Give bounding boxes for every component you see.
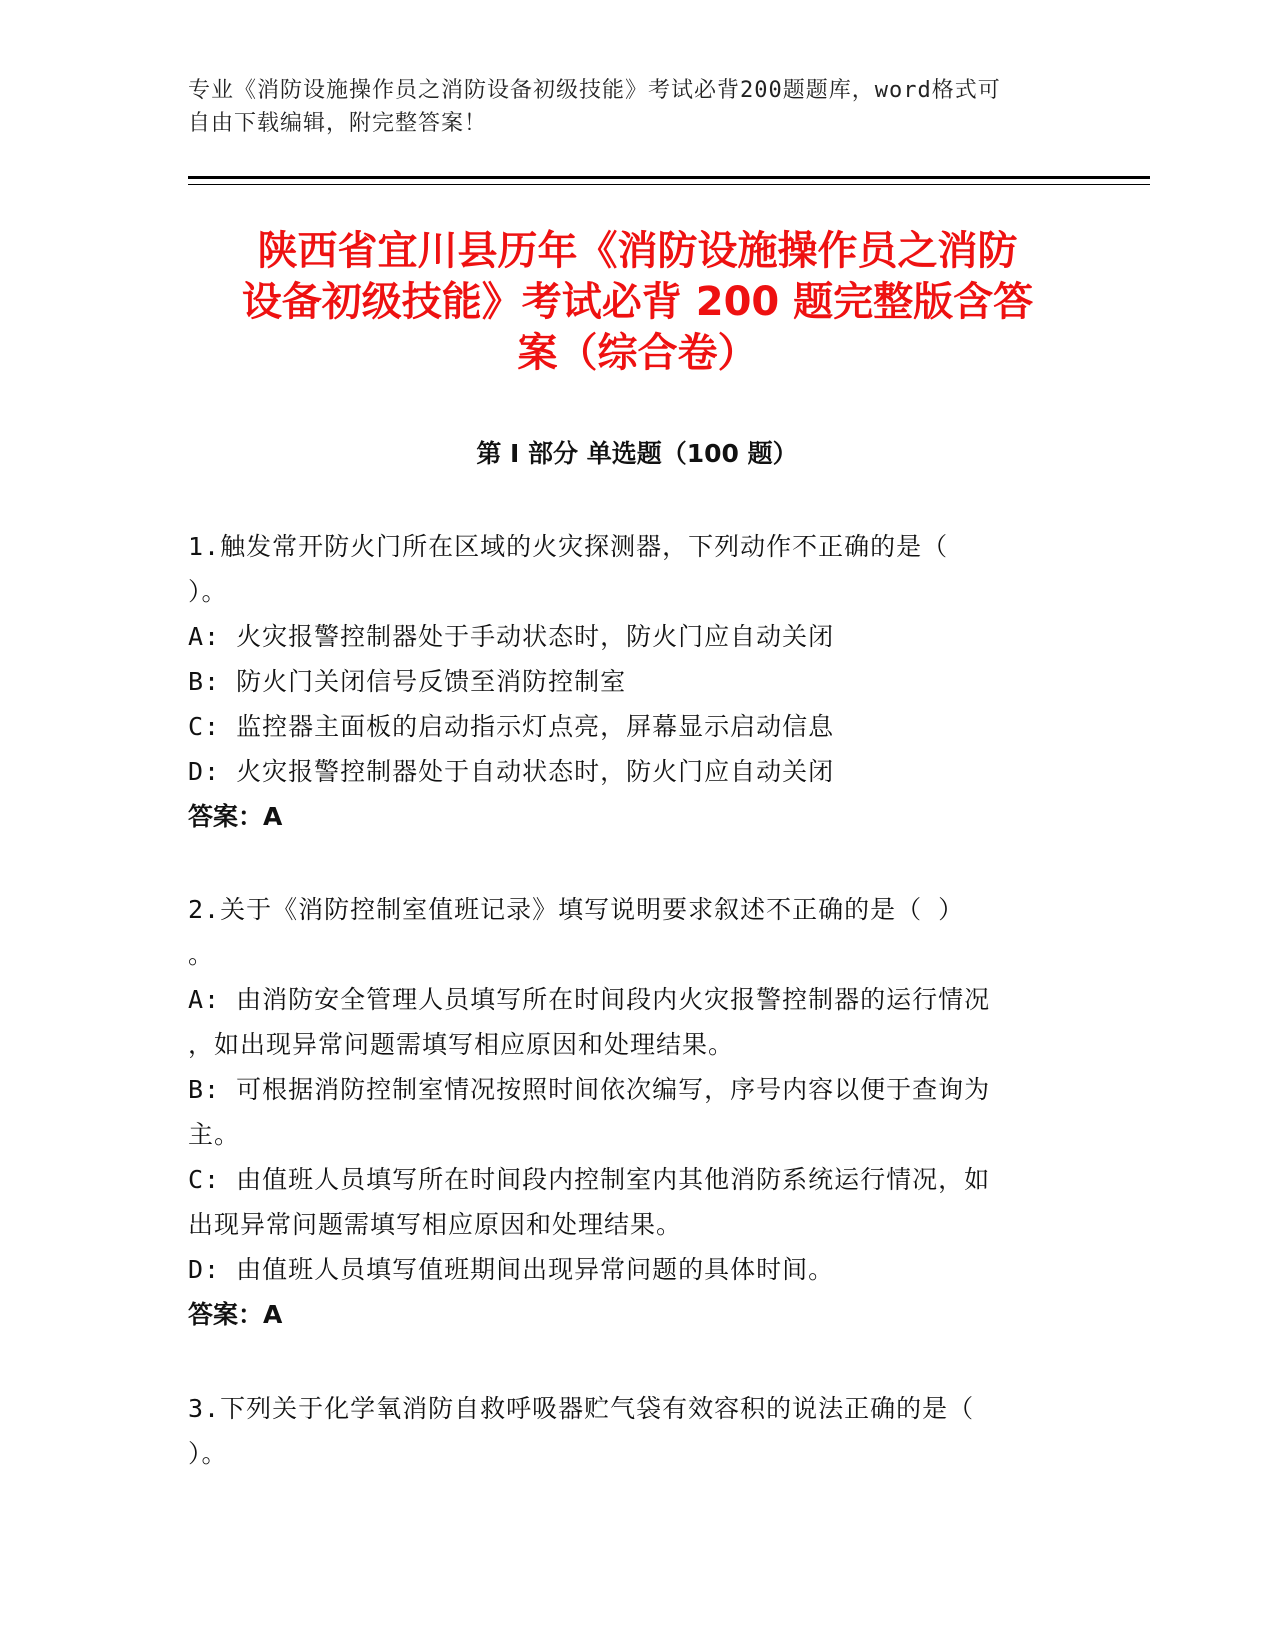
option-b: B: 防火门关闭信号反馈至消防控制室 — [188, 667, 627, 696]
title-line: 案（综合卷） — [517, 330, 758, 376]
section-heading: 第 I 部分 单选题（100 题） — [476, 439, 798, 468]
answer-label: 答案：A — [188, 802, 283, 831]
answer-label: 答案：A — [188, 1300, 283, 1329]
title-line: 陕西省宜川县历年《消防设施操作员之消防 — [257, 228, 1018, 274]
option-b: B: 可根据消防控制室情况按照时间依次编写，序号内容以便于查询为 — [188, 1075, 991, 1104]
option-d: D: 火灾报警控制器处于自动状态时，防火门应自动关闭 — [188, 757, 835, 786]
header-note-line: 自由下载编辑，附完整答案！ — [188, 111, 488, 136]
question-1 — [188, 524, 1068, 839]
option-b-continued: 主。 — [188, 1120, 241, 1149]
option-d: D: 由值班人员填写值班期间出现异常问题的具体时间。 — [188, 1255, 835, 1284]
option-a-continued: ，如出现异常问题需填写相应原因和处理结果。 — [188, 1030, 735, 1059]
question-3 — [188, 1386, 1068, 1476]
header-note-line: 专业《消防设施操作员之消防设备初级技能》考试必背200题题库，word格式可 — [188, 78, 1001, 103]
option-a: A: 火灾报警控制器处于手动状态时，防火门应自动关闭 — [188, 622, 835, 651]
option-c: C: 由值班人员填写所在时间段内控制室内其他消防系统运行情况，如 — [188, 1165, 991, 1194]
title-line: 设备初级技能》考试必背 200 题完整版含答 — [241, 279, 1034, 325]
option-c: C: 监控器主面板的启动指示灯点亮，屏幕显示启动信息 — [188, 712, 835, 741]
question-stem-line: 2.关于《消防控制室值班记录》填写说明要求叙述不正确的是（ ） — [188, 895, 965, 924]
question-stem-line: 。 — [188, 940, 215, 969]
header-note — [188, 74, 1068, 140]
question-stem-line: ）。 — [188, 577, 228, 606]
header-divider-thin — [188, 184, 1150, 185]
question-stem-line: 3.下列关于化学氧消防自救呼吸器贮气袋有效容积的说法正确的是（ — [188, 1394, 975, 1423]
option-a: A: 由消防安全管理人员填写所在时间段内火灾报警控制器的运行情况 — [188, 985, 991, 1014]
header-divider-thick — [188, 176, 1150, 179]
document-title — [160, 226, 1115, 379]
question-2 — [188, 887, 1068, 1337]
question-stem-line: ）。 — [188, 1439, 228, 1468]
question-stem-line: 1.触发常开防火门所在区域的火灾探测器，下列动作不正确的是（ — [188, 532, 949, 561]
option-c-continued: 出现异常问题需填写相应原因和处理结果。 — [188, 1210, 683, 1239]
